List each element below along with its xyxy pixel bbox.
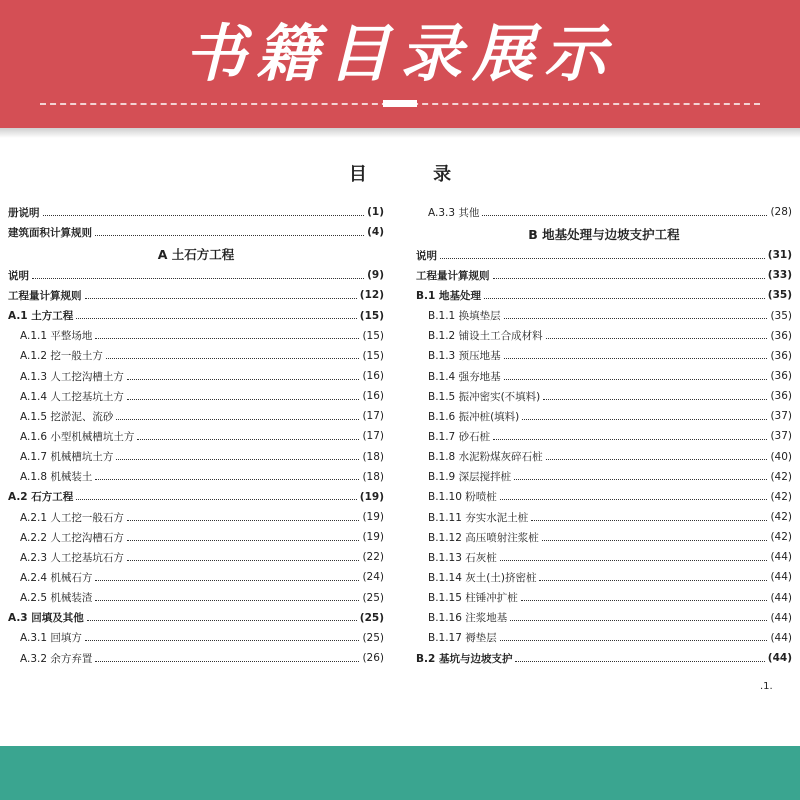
- toc-entry-page: (44): [770, 631, 792, 644]
- toc-entry-label: A.1.7 机械槽坑土方: [20, 451, 114, 464]
- dot-leader: [504, 318, 768, 319]
- toc-entry-label: 工程量计算规则: [416, 269, 490, 282]
- toc-entry-label: B.1.8 水泥粉煤灰碎石桩: [428, 451, 543, 464]
- dot-leader: [522, 419, 767, 420]
- toc-entry-label: B.1.1 换填垫层: [428, 310, 501, 323]
- toc-entry-label: A.1.1 平整场地: [20, 330, 93, 343]
- dot-leader: [127, 379, 360, 380]
- dot-leader: [546, 338, 768, 339]
- toc-entry[interactable]: [416, 648, 792, 668]
- toc-entry-label: A.1.5 挖淤泥、流砂: [20, 410, 114, 423]
- dot-leader: [127, 560, 360, 561]
- dot-leader: [76, 318, 357, 319]
- toc-entry-label: A.3.2 余方弃置: [20, 652, 93, 665]
- toc-entry-page: (35): [767, 289, 792, 302]
- toc-entry-page: (18): [362, 450, 384, 463]
- toc-section-heading: B 地基处理与边坡支护工程: [528, 226, 680, 242]
- toc-entry-label: A.1 土方工程: [8, 310, 74, 323]
- toc-entry[interactable]: [8, 567, 384, 587]
- toc-entry[interactable]: [8, 467, 384, 487]
- toc-entry[interactable]: [416, 245, 792, 265]
- dot-leader: [95, 661, 359, 662]
- toc-entry[interactable]: [416, 202, 792, 222]
- toc-entry-label: A.1.4 人工挖基坑土方: [20, 390, 124, 403]
- toc-entry-page: (19): [359, 490, 384, 503]
- toc-entry[interactable]: [8, 346, 384, 366]
- dot-leader: [116, 459, 359, 460]
- dot-leader: [543, 399, 767, 400]
- dot-leader: [95, 235, 364, 236]
- toc-entry-page: (44): [770, 571, 792, 584]
- dot-leader: [542, 540, 768, 541]
- toc-entry-page: (36): [770, 390, 792, 403]
- toc-entry[interactable]: [416, 326, 792, 346]
- toc-entry-page: (25): [362, 631, 384, 644]
- toc-entry-page: (40): [770, 450, 792, 463]
- dot-leader: [493, 439, 767, 440]
- toc-entry-page: (15): [362, 349, 384, 362]
- toc-entry-label: B.1.12 高压喷射注浆桩: [428, 531, 539, 544]
- dot-leader: [500, 499, 768, 500]
- toc-entry-page: (1): [367, 206, 384, 219]
- toc-entry[interactable]: [8, 326, 384, 346]
- toc-entry[interactable]: [416, 608, 792, 628]
- dot-leader: [521, 600, 768, 601]
- dot-leader: [137, 439, 359, 440]
- toc-entry-page: (42): [770, 531, 792, 544]
- dot-leader: [500, 640, 768, 641]
- toc-entry-page: (31): [767, 249, 792, 262]
- toc-entry[interactable]: [416, 487, 792, 507]
- toc-entry-page: (17): [362, 430, 384, 443]
- toc-entry[interactable]: [416, 386, 792, 406]
- dot-leader: [531, 520, 767, 521]
- toc-entry[interactable]: [416, 527, 792, 547]
- toc-entry[interactable]: [416, 467, 792, 487]
- toc-entry-label: A.1.8 机械装土: [20, 471, 93, 484]
- toc-entry[interactable]: [8, 406, 384, 426]
- toc-entry[interactable]: [8, 628, 384, 648]
- dot-leader: [116, 419, 359, 420]
- toc-entry-page: (35): [770, 309, 792, 322]
- toc-entry[interactable]: [416, 406, 792, 426]
- toc-entry[interactable]: [416, 547, 792, 567]
- dot-leader: [510, 620, 767, 621]
- footer-band: [0, 746, 800, 800]
- toc-entry-label: A.2.2 人工挖沟槽石方: [20, 531, 124, 544]
- toc-entry-page: (44): [770, 591, 792, 604]
- toc-entry-page: (42): [770, 490, 792, 503]
- toc-entry-label: 工程量计算规则: [8, 289, 82, 302]
- toc-entry[interactable]: [416, 628, 792, 648]
- toc-entry[interactable]: [8, 547, 384, 567]
- toc-entry-page: (15): [362, 329, 384, 342]
- toc-entry-label: A.2.3 人工挖基坑石方: [20, 551, 124, 564]
- toc-entry[interactable]: [8, 285, 384, 305]
- page-title: 目 录: [348, 164, 482, 185]
- toc-entry-label: A.3.1 回填方: [20, 632, 82, 645]
- dot-leader: [32, 278, 364, 279]
- dot-leader: [504, 358, 768, 359]
- dot-leader: [127, 399, 360, 400]
- dot-leader: [87, 620, 357, 621]
- toc-entry-page: (25): [362, 591, 384, 604]
- toc-entry-label: A.3.3 其他: [428, 206, 480, 219]
- dot-leader: [76, 499, 357, 500]
- dot-leader: [95, 600, 359, 601]
- toc-entry-label: B.1.14 灰土(土)挤密桩: [428, 571, 537, 584]
- toc-entry[interactable]: [8, 222, 384, 242]
- toc-entry-label: 建筑面积计算规则: [8, 226, 92, 239]
- banner: [0, 0, 800, 128]
- dot-leader: [85, 640, 360, 641]
- toc-entry-label: 册说明: [8, 206, 40, 219]
- toc-entry-page: (18): [362, 470, 384, 483]
- dot-leader: [43, 215, 365, 216]
- toc-entry-label: B.1.16 注浆地基: [428, 612, 508, 625]
- toc-entry[interactable]: [416, 507, 792, 527]
- page-number: .1.: [760, 681, 773, 692]
- toc-entry-label: A.3 回填及其他: [8, 612, 84, 625]
- toc-left-column: [8, 202, 384, 668]
- toc-entry-page: (33): [767, 269, 792, 282]
- toc-entry[interactable]: [416, 447, 792, 467]
- dot-leader: [95, 580, 359, 581]
- toc-entry[interactable]: [8, 426, 384, 446]
- toc-entry[interactable]: [416, 588, 792, 608]
- toc-entry[interactable]: [8, 366, 384, 386]
- toc-entry-label: B.1.2 铺设土工合成材料: [428, 330, 543, 343]
- dot-leader: [504, 379, 768, 380]
- toc-section-heading: A 土石方工程: [157, 246, 235, 262]
- banner-title: 书籍目录展示: [183, 17, 616, 90]
- toc-entry[interactable]: [8, 386, 384, 406]
- toc-entry-page: (25): [359, 611, 384, 624]
- toc-entry-label: B.1.9 深层搅拌桩: [428, 471, 512, 484]
- dot-leader: [127, 520, 360, 521]
- toc-entry-page: (16): [362, 390, 384, 403]
- toc-entry-page: (36): [770, 329, 792, 342]
- toc-entry-page: (16): [362, 370, 384, 383]
- toc-entry[interactable]: [8, 447, 384, 467]
- toc-entry-label: A.1.2 挖一般土方: [20, 350, 103, 363]
- toc-entry-page: (26): [362, 652, 384, 665]
- toc-entry[interactable]: [416, 366, 792, 386]
- toc-entry[interactable]: [416, 426, 792, 446]
- toc-entry-page: (19): [362, 511, 384, 524]
- toc-entry-page: (42): [770, 470, 792, 483]
- banner-shadow: [0, 128, 800, 138]
- dot-leader: [484, 298, 765, 299]
- toc-entry-page: (22): [362, 551, 384, 564]
- dot-leader: [500, 560, 768, 561]
- toc-entry[interactable]: [8, 487, 384, 507]
- dot-leader: [85, 298, 357, 299]
- toc-right-column: [416, 202, 792, 668]
- toc-entry-label: B.2 基坑与边坡支护: [416, 652, 513, 665]
- toc-entry-label: A.2.5 机械装渣: [20, 592, 93, 605]
- toc-entry[interactable]: [416, 285, 792, 305]
- toc-entry[interactable]: [8, 265, 384, 285]
- toc-entry-label: B.1.10 粉喷桩: [428, 491, 497, 504]
- dot-leader: [515, 661, 764, 662]
- dot-leader: [127, 540, 360, 541]
- toc-entry[interactable]: [416, 306, 792, 326]
- toc-entry-label: A.1.6 小型机械槽坑土方: [20, 430, 135, 443]
- toc-entry-label: 说明: [416, 249, 437, 262]
- toc-entry[interactable]: [8, 202, 384, 222]
- dot-leader: [106, 358, 360, 359]
- toc-entry-page: (44): [767, 652, 792, 665]
- toc-entry-page: (24): [362, 571, 384, 584]
- toc-entry[interactable]: [416, 346, 792, 366]
- toc-entry-label: B.1.4 强夯地基: [428, 370, 501, 383]
- toc-entry-page: (36): [770, 370, 792, 383]
- toc-entry-label: B.1.6 振冲桩(填料): [428, 410, 520, 423]
- dot-leader: [539, 580, 767, 581]
- toc-entry-page: (9): [367, 269, 384, 282]
- toc-entry-page: (44): [770, 611, 792, 624]
- toc-entry-page: (15): [359, 309, 384, 322]
- toc-entry-page: (12): [359, 289, 384, 302]
- toc-entry-label: B.1.15 柱锤冲扩桩: [428, 592, 518, 605]
- toc-entry-label: 说明: [8, 269, 29, 282]
- toc-entry[interactable]: [8, 527, 384, 547]
- dot-leader: [95, 479, 359, 480]
- toc-entry-label: B.1 地基处理: [416, 289, 481, 302]
- toc-entry-label: A.2 石方工程: [8, 491, 74, 504]
- toc-entry-label: B.1.11 夯实水泥土桩: [428, 511, 529, 524]
- toc-entry-label: B.1.5 振冲密实(不填料): [428, 390, 541, 403]
- toc-entry[interactable]: [8, 608, 384, 628]
- toc-entry[interactable]: [8, 648, 384, 668]
- toc-entry-page: (28): [770, 206, 792, 219]
- toc-entry-page: (36): [770, 349, 792, 362]
- toc-entry[interactable]: [8, 507, 384, 527]
- toc-entry-label: B.1.13 石灰桩: [428, 551, 497, 564]
- toc-entry-label: A.2.1 人工挖一般石方: [20, 511, 124, 524]
- toc-entry[interactable]: [8, 306, 384, 326]
- toc-entry-label: A.1.3 人工挖沟槽土方: [20, 370, 124, 383]
- toc-entry-page: (37): [770, 410, 792, 423]
- toc-entry-label: B.1.3 预压地基: [428, 350, 501, 363]
- banner-accent-bar: [383, 100, 417, 107]
- toc-entry-label: B.1.7 砂石桩: [428, 430, 491, 443]
- toc-entry-page: (44): [770, 551, 792, 564]
- toc-entry-page: (19): [362, 531, 384, 544]
- toc-entry-page: (4): [367, 226, 384, 239]
- toc-entry-page: (37): [770, 430, 792, 443]
- toc-entry-label: A.2.4 机械石方: [20, 571, 93, 584]
- dot-leader: [95, 338, 359, 339]
- dot-leader: [493, 278, 765, 279]
- dot-leader: [546, 459, 768, 460]
- toc-entry-label: B.1.17 褥垫层: [428, 632, 497, 645]
- dot-leader: [440, 258, 765, 259]
- toc-entry[interactable]: [416, 567, 792, 587]
- dot-leader: [514, 479, 767, 480]
- dot-leader: [482, 215, 767, 216]
- toc-entry-page: (42): [770, 511, 792, 524]
- toc-entry-page: (17): [362, 410, 384, 423]
- toc-entry[interactable]: [416, 265, 792, 285]
- toc-entry[interactable]: [8, 588, 384, 608]
